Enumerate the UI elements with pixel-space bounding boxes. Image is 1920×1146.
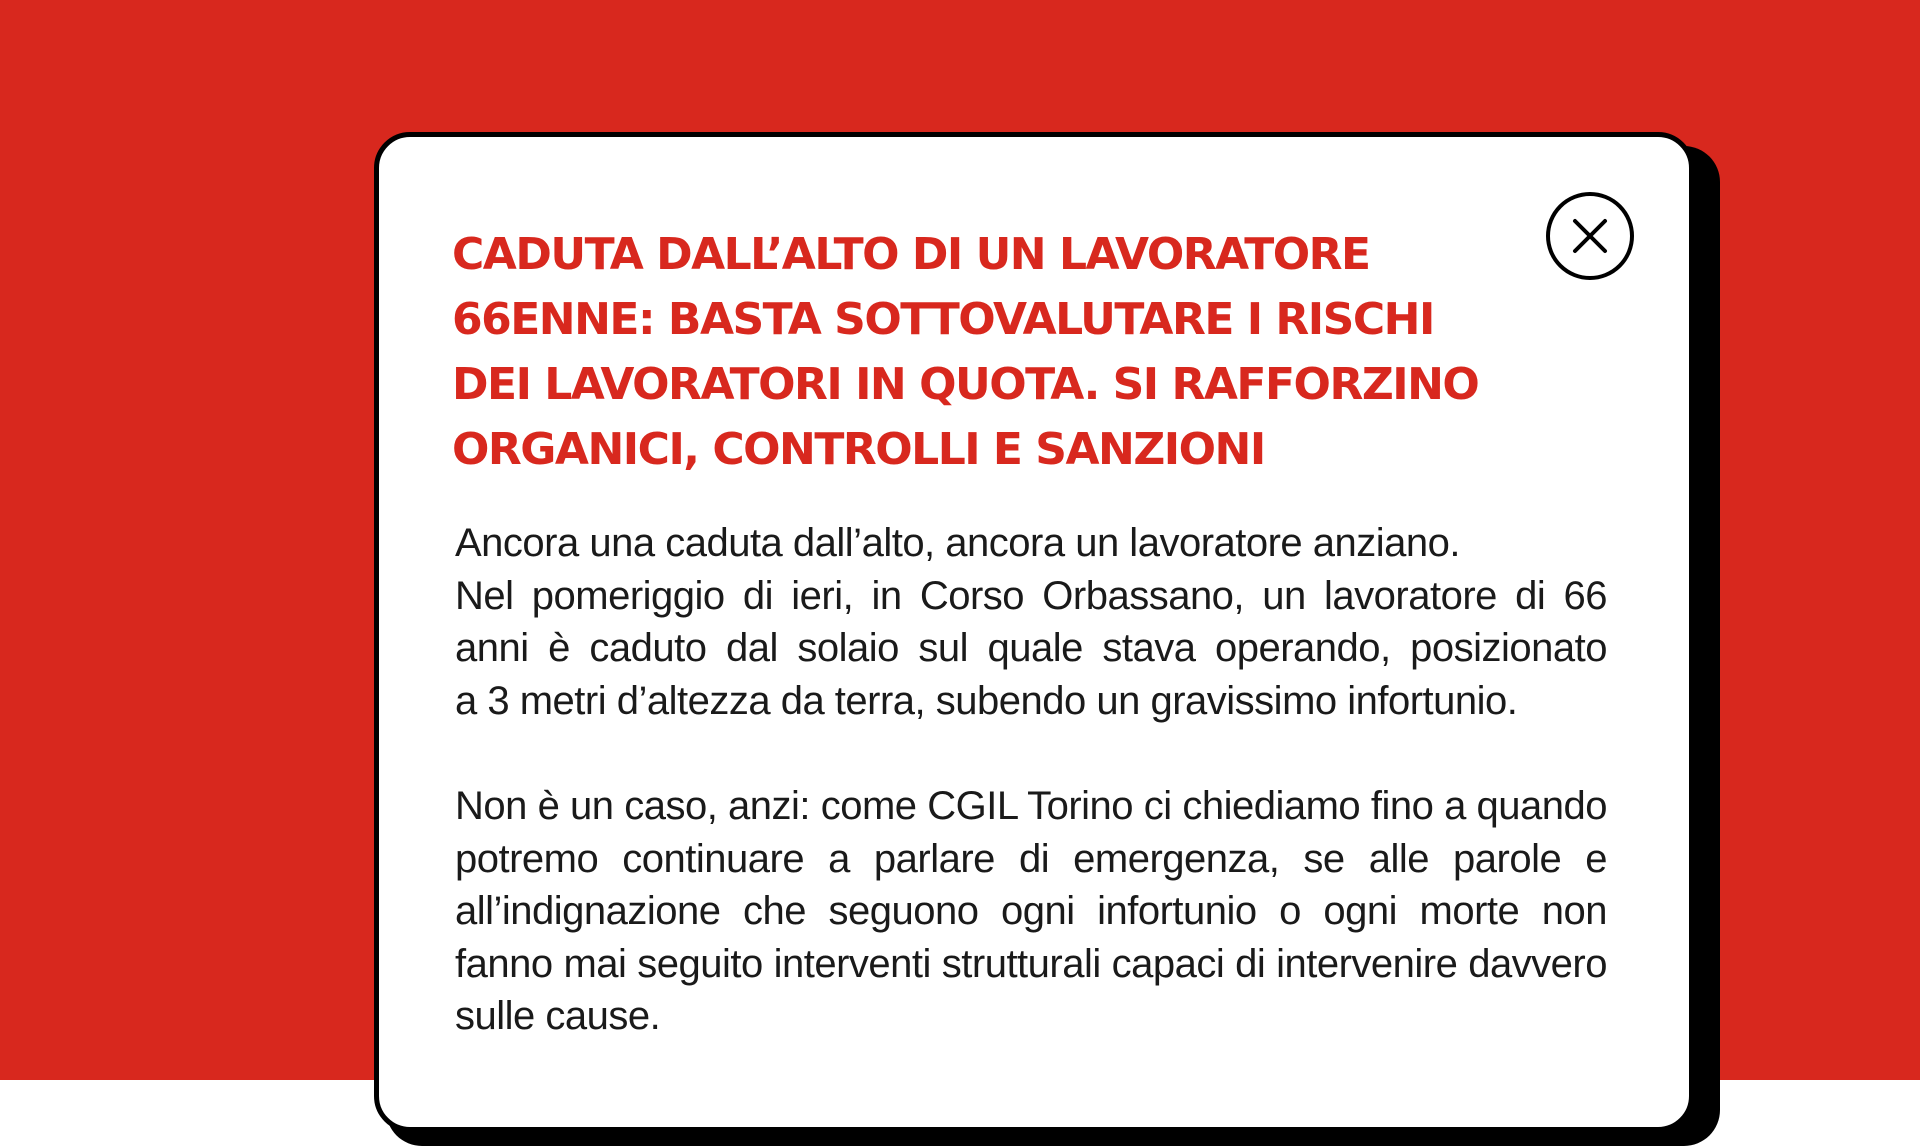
paragraph-line: Ancora una caduta dall’alto, ancora un lavoratore anziano. — [455, 521, 1461, 565]
headline-line: 66ENNE: BASTA SOTTOVALUTARE I RISCHI — [452, 294, 1434, 345]
headline-line: CADUTA DALL’ALTO DI UN LAVORATORE — [452, 229, 1370, 280]
article-headline — [452, 222, 1562, 482]
paragraph-line: anni è caduto dal solaio sul quale stava operando, posizionato — [455, 626, 1607, 670]
article-paragraph-2: Non è un caso, anzi: come CGIL Torino ci chiediamo fino a quando potremo continuare a parlare di emergenza, se alle parole e all’indignazione che seguono ogni infortunio o ogni morte non fanno mai seguito interventi strutturali capaci di intervenire davvero sulle cause. — [455, 784, 1607, 1038]
paragraph-line: Nel pomeriggio di ieri, in Corso Orbassano, un lavoratore di 66 — [455, 573, 1607, 618]
headline-line: ORGANICI, CONTROLLI E SANZIONI — [452, 424, 1265, 475]
close-icon — [1570, 216, 1610, 256]
paragraph-line: a 3 metri d’altezza da terra, subendo un gravissimo infortunio. — [455, 678, 1518, 723]
article-paragraph-1 — [455, 517, 1607, 727]
headline-line: DEI LAVORATORI IN QUOTA. SI RAFFORZINO — [452, 359, 1479, 410]
